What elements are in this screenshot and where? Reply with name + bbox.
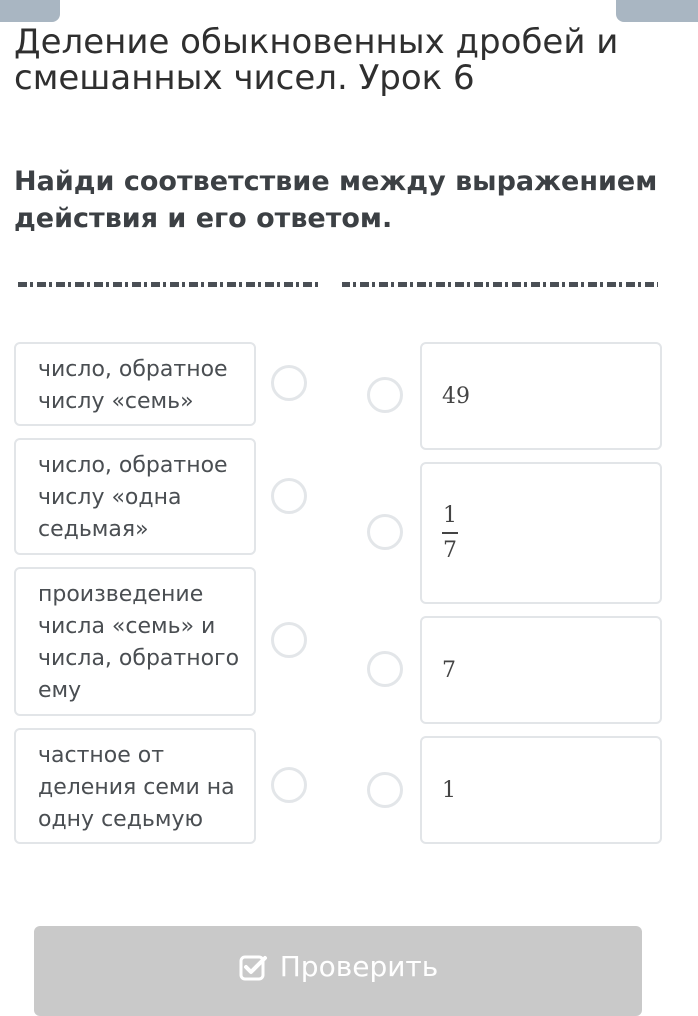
left-connector-radio-1[interactable]: [271, 365, 307, 401]
right-connector-radio-2[interactable]: [367, 514, 403, 550]
fraction: [442, 503, 458, 563]
left-item-4[interactable]: [14, 728, 256, 844]
right-item-value: 7: [442, 657, 456, 683]
right-connector-radio-4[interactable]: [367, 772, 403, 808]
left-item-2[interactable]: [14, 438, 256, 555]
left-item-3[interactable]: [14, 567, 256, 716]
left-item-label: частное от деления семи на одну седьмую: [38, 743, 235, 832]
right-item-1[interactable]: [420, 342, 662, 450]
checkbox-icon: [238, 952, 268, 982]
check-button-label: Проверить: [279, 950, 439, 983]
top-right-tab[interactable]: [616, 0, 698, 22]
top-left-tab[interactable]: [0, 0, 60, 22]
fraction-denominator: 7: [443, 538, 457, 563]
fraction-numerator: 1: [443, 503, 457, 528]
task-title: Найди соответствие между выражением действия и его ответом.: [14, 166, 658, 234]
check-button[interactable]: [34, 926, 642, 1016]
left-item-label: число, обратное числу «семь»: [38, 357, 228, 414]
left-connector-radio-3[interactable]: [271, 622, 307, 658]
right-item-2[interactable]: [420, 462, 662, 604]
lesson-title: Деление обыкновенных дробей и смешанных чисел. Урок 6: [14, 22, 619, 98]
right-item-value: 49: [442, 383, 470, 409]
left-connector-radio-4[interactable]: [271, 767, 307, 803]
right-connector-radio-3[interactable]: [367, 651, 403, 687]
right-item-4[interactable]: [420, 736, 662, 844]
left-item-1[interactable]: [14, 342, 256, 426]
right-connector-radio-1[interactable]: [367, 377, 403, 413]
fraction-bar: [442, 532, 458, 534]
left-item-label: произведение числа «семь» и числа, обратного ему: [38, 582, 240, 703]
left-connector-radio-2[interactable]: [271, 478, 307, 514]
left-item-label: число, обратное числу «одна седьмая»: [38, 453, 228, 542]
right-item-value: 1: [442, 777, 456, 803]
right-item-3[interactable]: [420, 616, 662, 724]
